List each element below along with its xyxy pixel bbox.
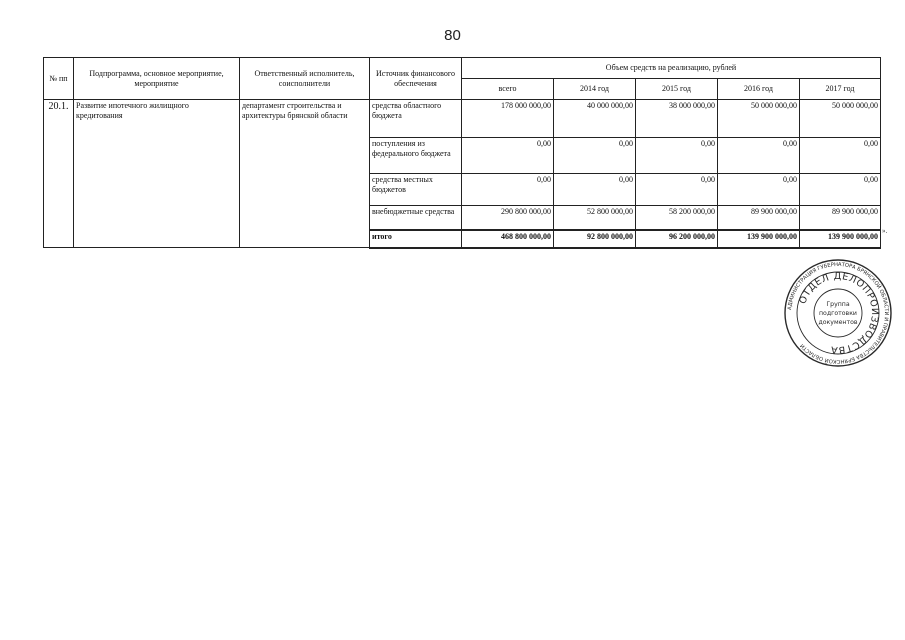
value-cell: 0,00: [462, 174, 554, 206]
header-no: № пп: [44, 58, 74, 100]
value-cell: 0,00: [800, 174, 881, 206]
value-cell: 0,00: [636, 174, 718, 206]
source-cell: внебюджетные средства: [370, 206, 462, 230]
page-number: 80: [444, 27, 461, 44]
source-cell: средства местных бюджетов: [370, 174, 462, 206]
value-cell: 50 000 000,00: [800, 100, 881, 138]
header-source: Источник финансового обеспечения: [370, 58, 462, 100]
item-number: 20.1.: [44, 100, 74, 248]
office-stamp: [778, 258, 898, 368]
value-cell: 0,00: [554, 174, 636, 206]
stamp-inner-text: ОТДЕЛ ДЕЛОПРОИЗВОДСТВА: [797, 270, 881, 356]
stamp-center-line: подготовки: [819, 310, 857, 317]
value-cell: 40 000 000,00: [554, 100, 636, 138]
value-cell-total: 139 900 000,00: [718, 230, 800, 248]
header-executor: Ответственный исполнитель, соисполнители: [240, 58, 370, 100]
header-year-2014: 2014 год: [554, 79, 636, 100]
value-cell-total: 96 200 000,00: [636, 230, 718, 248]
header-year-2016: 2016 год: [718, 79, 800, 100]
header-volume: Объем средств на реализацию, рублей: [462, 58, 881, 79]
value-cell: 58 200 000,00: [636, 206, 718, 230]
stamp-center-line: Группа: [826, 301, 850, 308]
value-cell: 89 900 000,00: [800, 206, 881, 230]
value-cell-total: 139 900 000,00: [800, 230, 881, 248]
stamp-center-line: документов: [818, 319, 858, 326]
budget-table: [43, 57, 881, 249]
value-cell: 38 000 000,00: [636, 100, 718, 138]
closing-quote-mark: ».: [882, 227, 888, 235]
value-cell: 178 000 000,00: [462, 100, 554, 138]
value-cell: 0,00: [554, 138, 636, 174]
value-cell: 0,00: [718, 138, 800, 174]
value-cell: 89 900 000,00: [718, 206, 800, 230]
value-cell-total: 468 800 000,00: [462, 230, 554, 248]
value-cell: 0,00: [718, 174, 800, 206]
stamp-outer-text: АДМИНИСТРАЦИЯ ГУБЕРНАТОРА БРЯНСКОЙ ОБЛАСТИ И ПРАВИТЕЛЬСТВА БРЯНСКОЙ ОБЛАСТИ: [787, 261, 890, 365]
item-program: Развитие ипотечного жилищного кредитования: [74, 100, 240, 248]
header-row: [44, 58, 881, 79]
header-year-2017: 2017 год: [800, 79, 881, 100]
value-cell: 0,00: [800, 138, 881, 174]
source-cell: средства областного бюджета: [370, 100, 462, 138]
value-cell: 0,00: [636, 138, 718, 174]
value-cell: 50 000 000,00: [718, 100, 800, 138]
header-program: Подпрограмма, основное мероприятие, мероприятие: [74, 58, 240, 100]
value-cell: 290 800 000,00: [462, 206, 554, 230]
header-year-2015: 2015 год: [636, 79, 718, 100]
item-executor: департамент строительства и архитектуры брянской области: [240, 100, 370, 248]
source-cell-total: итого: [370, 230, 462, 248]
table-row: [44, 100, 881, 138]
value-cell: 0,00: [462, 138, 554, 174]
value-cell: 52 800 000,00: [554, 206, 636, 230]
header-year-total: всего: [462, 79, 554, 100]
source-cell: поступления из федерального бюджета: [370, 138, 462, 174]
value-cell-total: 92 800 000,00: [554, 230, 636, 248]
